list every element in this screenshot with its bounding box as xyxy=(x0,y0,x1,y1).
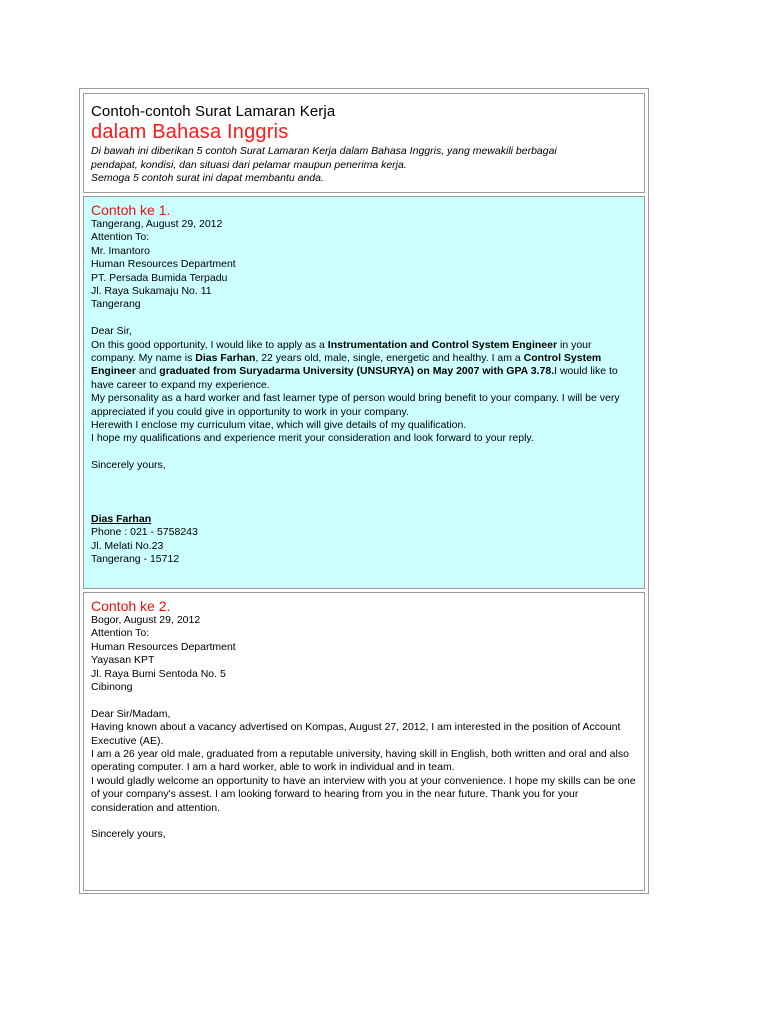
letter-contact-phone: Phone : 021 - 5758243 xyxy=(91,526,198,539)
letter-closing: Sincerely yours, xyxy=(91,459,166,472)
intro-description-line: pendapat, kondisi, dan situasi dari pelamar maupun penerima kerja. xyxy=(91,158,407,171)
example-1-section xyxy=(83,196,645,589)
letter-body-paragraph: My personality as a hard worker and fast learner type of person would bring benefit to your company. I will be very appreciated if you could give in opportunity to work in your company. xyxy=(91,392,620,418)
letter-body-paragraph: Having known about a vacancy advertised on Kompas, August 27, 2012, I am interested in the position of Account Executive (AE). xyxy=(91,721,621,747)
letter-recipient-city: Cibinong xyxy=(91,681,133,694)
letter-recipient-department: Human Resources Department xyxy=(91,258,236,271)
page-title: Contoh-contoh Surat Lamaran Kerja xyxy=(91,103,336,120)
letter-date: Tangerang, August 29, 2012 xyxy=(91,218,223,230)
letter-closing: Sincerely yours, xyxy=(91,828,166,841)
letter-salutation: Dear Sir/Madam, xyxy=(91,707,171,720)
letter-recipient-name: Mr. Imantoro xyxy=(91,244,150,257)
intro-description xyxy=(91,145,637,186)
letter-salutation: Dear Sir, xyxy=(91,325,132,338)
intro-section xyxy=(83,93,645,193)
letter-body-paragraph: I would gladly welcome an opportunity to have an interview with you at your convenience. I hope my skills can be one of your company's assest. I am looking forward to hearing from you in the near future. Thank you for your consideration and attention. xyxy=(91,774,636,814)
example-1-heading: Contoh ke 1. xyxy=(91,202,171,218)
letter-recipient-department: Human Resources Department xyxy=(91,640,236,653)
letter-date: Bogor, August 29, 2012 xyxy=(91,614,201,626)
intro-description-line: Di bawah ini diberikan 5 contoh Surat Lamaran Kerja dalam Bahasa Inggris, yang mewakili berbagai xyxy=(91,145,557,157)
example-2-section xyxy=(83,592,645,891)
letter-recipient-address: Jl. Raya Sukamaju No. 11 xyxy=(91,285,212,298)
document-table xyxy=(79,88,649,894)
example-2-heading: Contoh ke 2. xyxy=(91,598,171,614)
page-subtitle: dalam Bahasa Inggris xyxy=(91,121,289,143)
letter-body-paragraph: I am a 26 year old male, graduated from a reputable university, having skill in English, both written and oral and also operating computer. I am a hard worker, able to work in individual and in team. xyxy=(91,748,629,774)
letter-recipient-city: Tangerang xyxy=(91,298,141,311)
letter-attention: Attention To: xyxy=(91,627,150,640)
letter-body-paragraph: Herewith I enclose my curriculum vitae, which will give details of my qualification. xyxy=(91,419,467,432)
letter-recipient-company: PT. Persada Bumida Terpadu xyxy=(91,271,228,284)
letter-contact-address: Jl. Melati No.23 xyxy=(91,539,164,552)
letter-body-paragraph: On this good opportunity, I would like to apply as a Instrumentation and Control System Engineer in your company. My name is Dias Farhan, 22 years old, male, single, energetic and healthy. I am a Control System Engineer and graduated from Suryadarma University (UNSURYA) on May 2007 with GPA 3.78.I would like to have career to expand my experience. xyxy=(91,338,618,391)
letter-attention: Attention To: xyxy=(91,231,150,244)
letter-signature-name: Dias Farhan xyxy=(91,512,152,525)
letter-recipient-company: Yayasan KPT xyxy=(91,654,155,667)
letter-body-paragraph: I hope my qualifications and experience merit your consideration and look forward to your reply. xyxy=(91,432,534,445)
intro-description-line: Semoga 5 contoh surat ini dapat membantu anda. xyxy=(91,172,324,184)
letter-contact-city: Tangerang - 15712 xyxy=(91,552,180,565)
letter-recipient-address: Jl. Raya Bumi Sentoda No. 5 xyxy=(91,667,226,680)
